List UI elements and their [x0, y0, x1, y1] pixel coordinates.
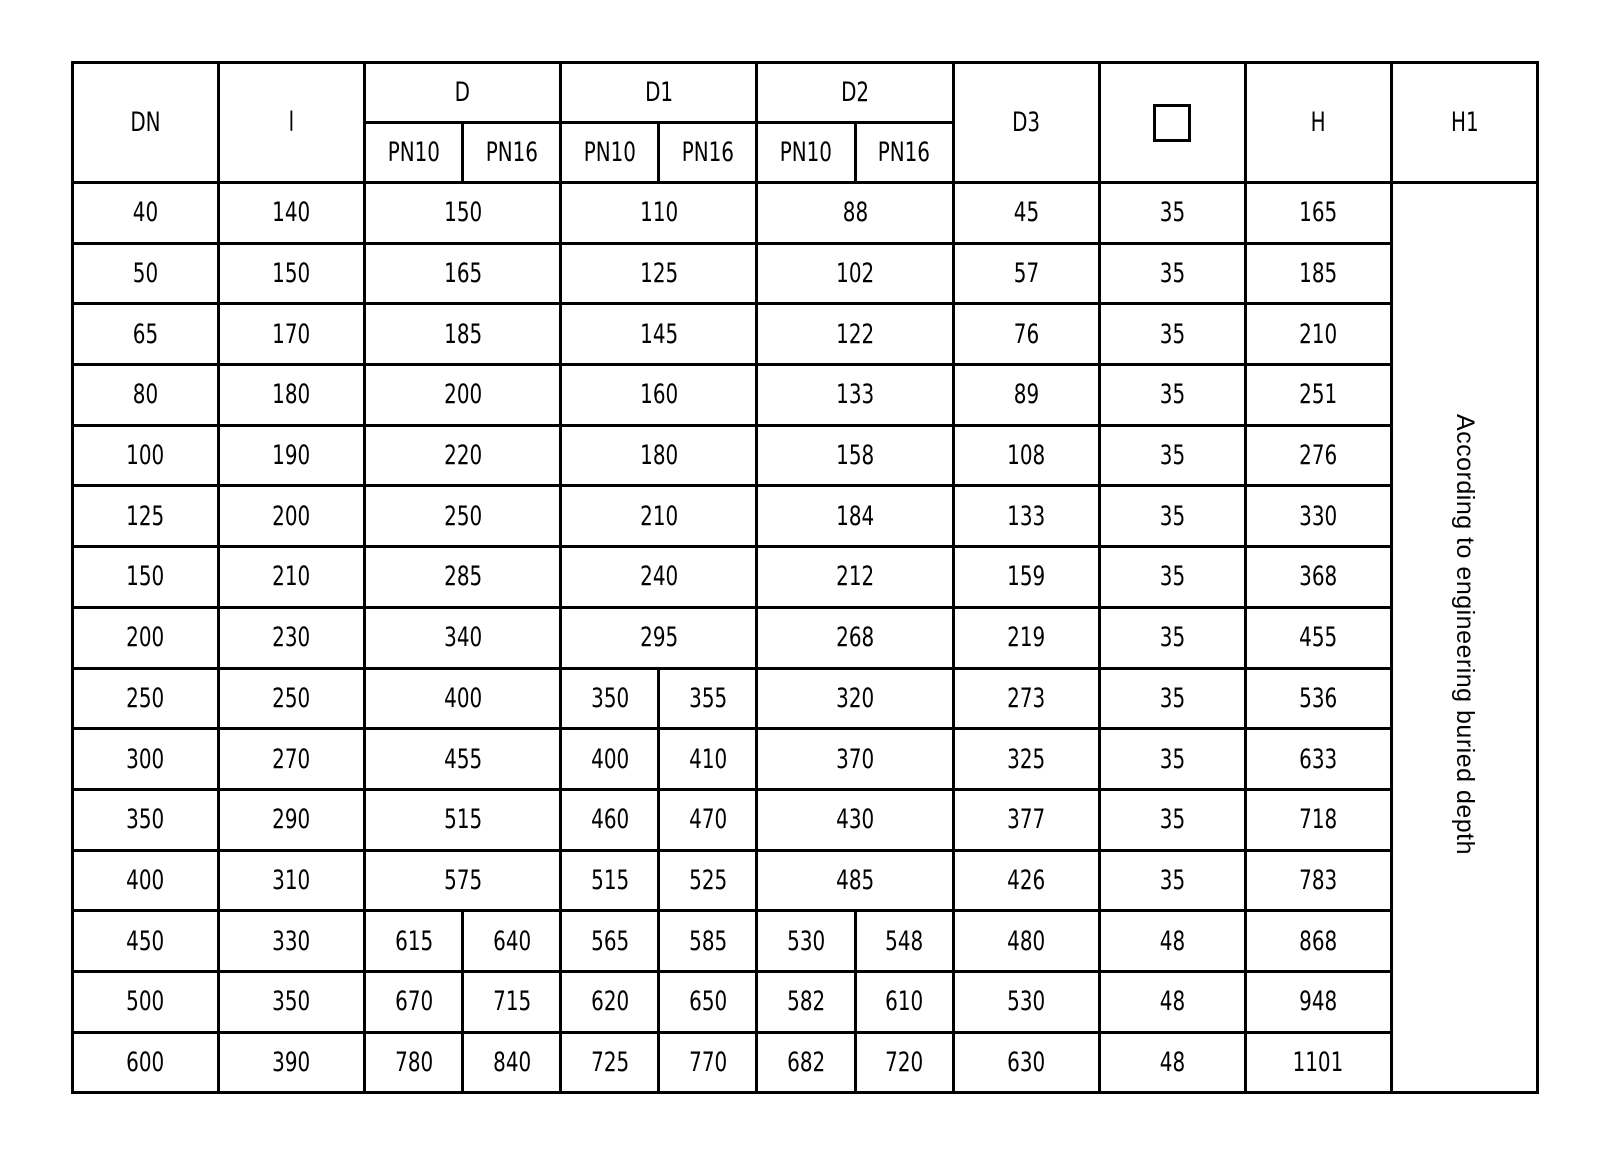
cell-d2: 485	[757, 850, 953, 911]
cell-dn: 65	[73, 304, 219, 365]
cell-d1-pn10: 565	[561, 911, 659, 972]
cell-l: 250	[219, 668, 365, 729]
cell-d: 220	[365, 425, 561, 486]
cell-d: 200	[365, 365, 561, 426]
table-row	[73, 729, 1538, 790]
cell-l: 140	[219, 183, 365, 244]
header-d1-pn16: PN16	[659, 123, 757, 183]
cell-d2: 370	[757, 729, 953, 790]
cell-dn: 400	[73, 850, 219, 911]
table-row	[73, 425, 1538, 486]
cell-h: 210	[1245, 304, 1391, 365]
cell-d2-pn16: 720	[855, 1032, 953, 1093]
cell-d3: 219	[953, 607, 1099, 668]
cell-l: 170	[219, 304, 365, 365]
cell-d1: 110	[561, 183, 757, 244]
cell-square: 35	[1099, 486, 1245, 547]
cell-d-pn10: 615	[365, 911, 463, 972]
cell-d2-pn16: 548	[855, 911, 953, 972]
cell-d3: 273	[953, 668, 1099, 729]
cell-d1-pn10: 725	[561, 1032, 659, 1093]
cell-d1-pn16: 355	[659, 668, 757, 729]
cell-d-pn10: 780	[365, 1032, 463, 1093]
cell-h: 276	[1245, 425, 1391, 486]
cell-h: 536	[1245, 668, 1391, 729]
cell-l: 190	[219, 425, 365, 486]
cell-square: 35	[1099, 243, 1245, 304]
table-header	[73, 63, 1538, 183]
cell-d2: 320	[757, 668, 953, 729]
cell-d3: 133	[953, 486, 1099, 547]
cell-d3: 325	[953, 729, 1099, 790]
header-h: H	[1245, 63, 1391, 183]
cell-l: 310	[219, 850, 365, 911]
header-dn: DN	[73, 63, 219, 183]
table-row	[73, 789, 1538, 850]
cell-square: 35	[1099, 547, 1245, 608]
cell-d1-pn16: 770	[659, 1032, 757, 1093]
cell-l: 150	[219, 243, 365, 304]
cell-square: 35	[1099, 365, 1245, 426]
cell-d1-pn10: 460	[561, 789, 659, 850]
cell-square: 48	[1099, 971, 1245, 1032]
cell-d1: 240	[561, 547, 757, 608]
cell-l: 350	[219, 971, 365, 1032]
cell-d3: 159	[953, 547, 1099, 608]
cell-square: 35	[1099, 304, 1245, 365]
cell-d: 455	[365, 729, 561, 790]
cell-h1-note	[1391, 183, 1537, 1093]
cell-square: 35	[1099, 729, 1245, 790]
cell-d2: 133	[757, 365, 953, 426]
table-row	[73, 971, 1538, 1032]
cell-h: 783	[1245, 850, 1391, 911]
header-d3: D3	[953, 63, 1099, 183]
header-d: D	[365, 63, 561, 123]
cell-h: 455	[1245, 607, 1391, 668]
table-row	[73, 183, 1538, 244]
cell-l: 290	[219, 789, 365, 850]
cell-dn: 150	[73, 547, 219, 608]
cell-square: 35	[1099, 183, 1245, 244]
cell-d: 400	[365, 668, 561, 729]
header-square	[1099, 63, 1245, 183]
header-d-pn10: PN10	[365, 123, 463, 183]
cell-d: 250	[365, 486, 561, 547]
cell-h: 368	[1245, 547, 1391, 608]
header-l: l	[219, 63, 365, 183]
cell-d2: 88	[757, 183, 953, 244]
header-d-pn16: PN16	[463, 123, 561, 183]
cell-d2: 212	[757, 547, 953, 608]
cell-square: 35	[1099, 789, 1245, 850]
cell-d3: 426	[953, 850, 1099, 911]
table-row	[73, 911, 1538, 972]
cell-dn: 80	[73, 365, 219, 426]
square-icon	[1153, 104, 1191, 142]
cell-d1: 145	[561, 304, 757, 365]
cell-d2: 122	[757, 304, 953, 365]
cell-dn: 500	[73, 971, 219, 1032]
cell-d3: 530	[953, 971, 1099, 1032]
table-row	[73, 365, 1538, 426]
cell-d1-pn16: 470	[659, 789, 757, 850]
cell-dn: 200	[73, 607, 219, 668]
cell-l: 180	[219, 365, 365, 426]
cell-d2: 430	[757, 789, 953, 850]
cell-d1-pn16: 410	[659, 729, 757, 790]
cell-d-pn10: 670	[365, 971, 463, 1032]
cell-dn: 250	[73, 668, 219, 729]
cell-dn: 450	[73, 911, 219, 972]
cell-dn: 350	[73, 789, 219, 850]
cell-h: 330	[1245, 486, 1391, 547]
cell-dn: 300	[73, 729, 219, 790]
cell-h: 948	[1245, 971, 1391, 1032]
header-d1: D1	[561, 63, 757, 123]
dimension-table	[71, 61, 1539, 1094]
cell-d-pn16: 715	[463, 971, 561, 1032]
table-row	[73, 243, 1538, 304]
cell-d3: 57	[953, 243, 1099, 304]
cell-dn: 50	[73, 243, 219, 304]
cell-d3: 76	[953, 304, 1099, 365]
table-row	[73, 850, 1538, 911]
header-d2: D2	[757, 63, 953, 123]
cell-d3: 45	[953, 183, 1099, 244]
cell-h: 165	[1245, 183, 1391, 244]
cell-square: 35	[1099, 850, 1245, 911]
cell-d1-pn16: 525	[659, 850, 757, 911]
cell-d1-pn16: 650	[659, 971, 757, 1032]
cell-d: 340	[365, 607, 561, 668]
cell-d3: 630	[953, 1032, 1099, 1093]
cell-l: 390	[219, 1032, 365, 1093]
cell-d3: 89	[953, 365, 1099, 426]
cell-square: 48	[1099, 1032, 1245, 1093]
table-row	[73, 668, 1538, 729]
cell-d-pn16: 640	[463, 911, 561, 972]
header-d1-pn10: PN10	[561, 123, 659, 183]
cell-d: 575	[365, 850, 561, 911]
cell-d1: 180	[561, 425, 757, 486]
cell-square: 35	[1099, 425, 1245, 486]
cell-d1-pn16: 585	[659, 911, 757, 972]
cell-l: 330	[219, 911, 365, 972]
table-row	[73, 547, 1538, 608]
cell-d2-pn16: 610	[855, 971, 953, 1032]
cell-h: 718	[1245, 789, 1391, 850]
cell-d2: 268	[757, 607, 953, 668]
cell-d2-pn10: 582	[757, 971, 855, 1032]
cell-d: 150	[365, 183, 561, 244]
cell-d1-pn10: 350	[561, 668, 659, 729]
cell-h: 185	[1245, 243, 1391, 304]
cell-l: 270	[219, 729, 365, 790]
cell-d: 165	[365, 243, 561, 304]
cell-d: 185	[365, 304, 561, 365]
cell-d2-pn10: 682	[757, 1032, 855, 1093]
cell-d1: 295	[561, 607, 757, 668]
cell-d: 515	[365, 789, 561, 850]
h1-note-text: According to engineering buried depth	[1450, 413, 1479, 855]
header-d2-pn16: PN16	[855, 123, 953, 183]
cell-d1-pn10: 620	[561, 971, 659, 1032]
cell-l: 200	[219, 486, 365, 547]
table-row	[73, 1032, 1538, 1093]
cell-d1: 210	[561, 486, 757, 547]
cell-d3: 108	[953, 425, 1099, 486]
table-body	[73, 183, 1538, 1093]
cell-d1-pn10: 515	[561, 850, 659, 911]
cell-h: 251	[1245, 365, 1391, 426]
cell-d-pn16: 840	[463, 1032, 561, 1093]
cell-d2-pn10: 530	[757, 911, 855, 972]
cell-d2: 184	[757, 486, 953, 547]
cell-d1: 160	[561, 365, 757, 426]
cell-dn: 125	[73, 486, 219, 547]
cell-d2: 102	[757, 243, 953, 304]
cell-dn: 40	[73, 183, 219, 244]
cell-dn: 600	[73, 1032, 219, 1093]
cell-l: 230	[219, 607, 365, 668]
cell-d2: 158	[757, 425, 953, 486]
cell-d1: 125	[561, 243, 757, 304]
table-row	[73, 486, 1538, 547]
cell-h: 1101	[1245, 1032, 1391, 1093]
cell-h: 633	[1245, 729, 1391, 790]
cell-d: 285	[365, 547, 561, 608]
table-row	[73, 607, 1538, 668]
header-h1: H1	[1391, 63, 1537, 183]
cell-square: 48	[1099, 911, 1245, 972]
cell-l: 210	[219, 547, 365, 608]
cell-square: 35	[1099, 607, 1245, 668]
header-d2-pn10: PN10	[757, 123, 855, 183]
cell-dn: 100	[73, 425, 219, 486]
table-row	[73, 304, 1538, 365]
cell-square: 35	[1099, 668, 1245, 729]
cell-d3: 377	[953, 789, 1099, 850]
cell-h: 868	[1245, 911, 1391, 972]
cell-d3: 480	[953, 911, 1099, 972]
cell-d1-pn10: 400	[561, 729, 659, 790]
